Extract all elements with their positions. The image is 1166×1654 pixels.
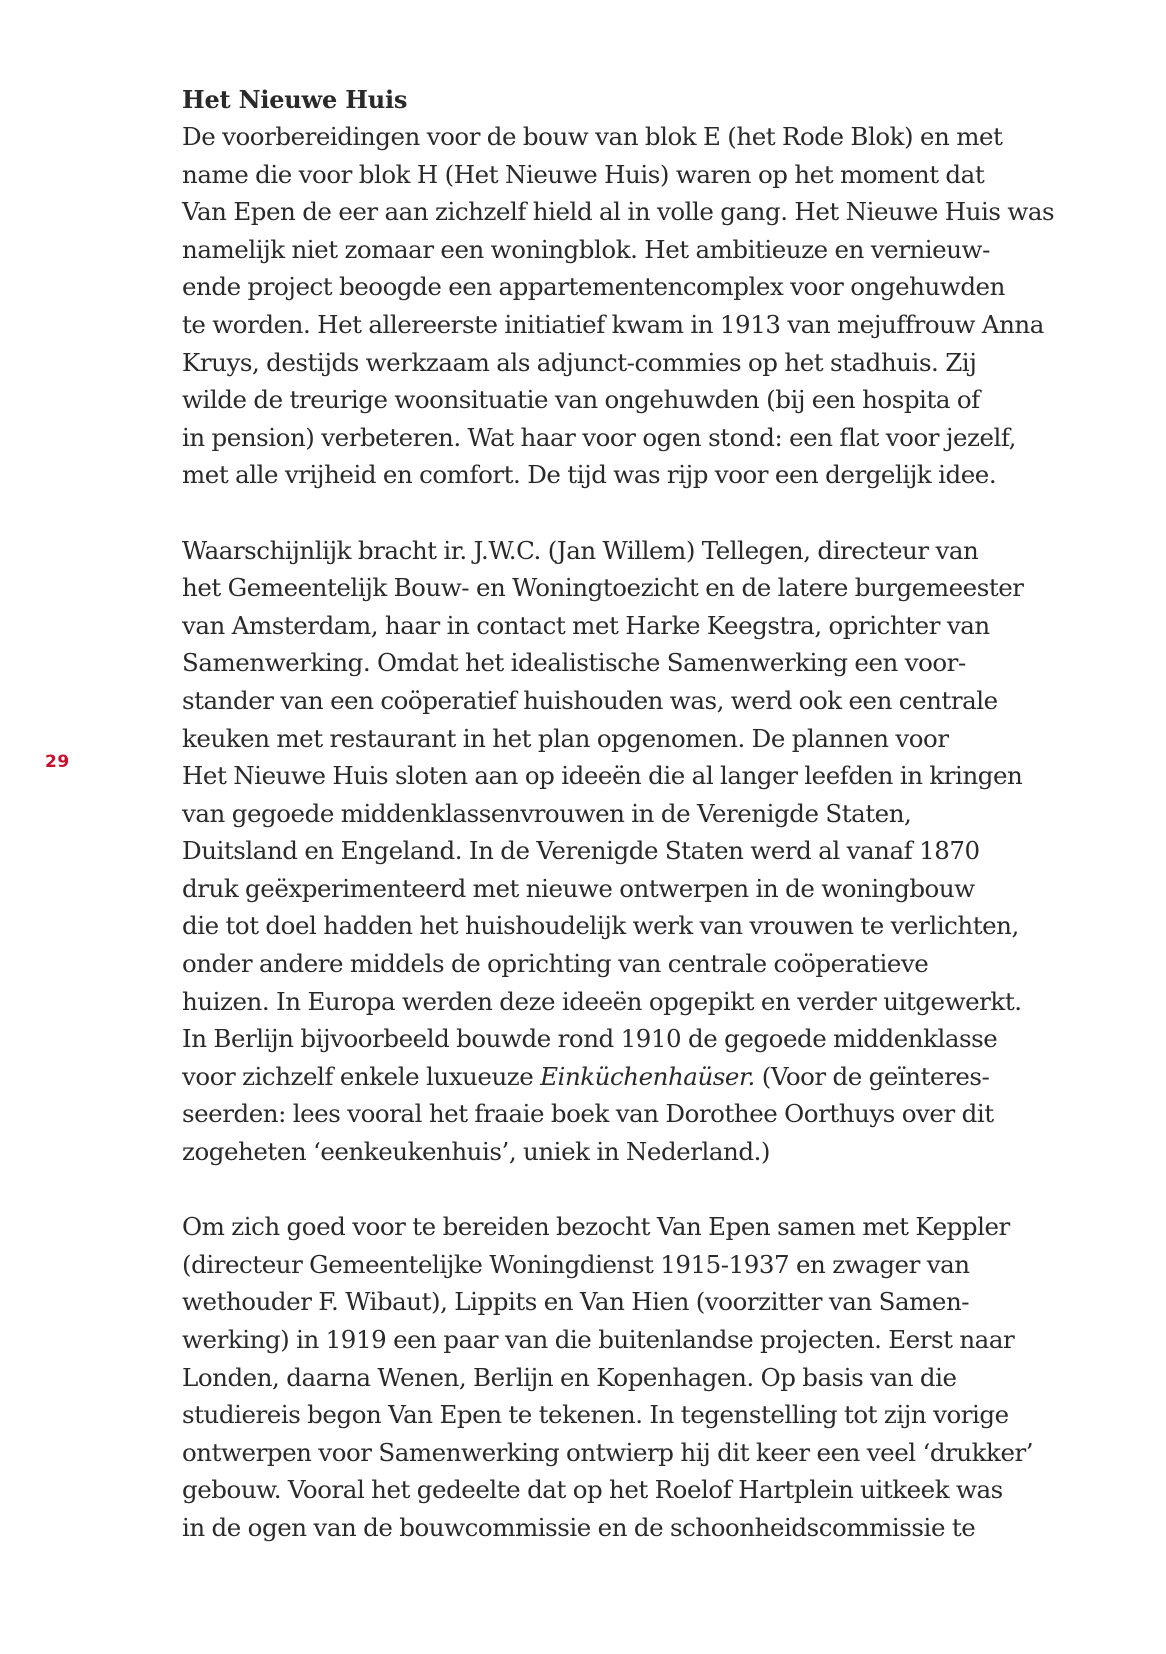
text-line: in pension) verbeteren. Wat haar voor ogen stond: een flat voor jezelf,	[182, 422, 1017, 452]
text-line: Londen, daarna Wenen, Berlijn en Kopenhagen. Op basis van die	[182, 1362, 957, 1392]
text-line: wethouder F. Wibaut), Lippits en Van Hien (voorzitter van Samen-	[182, 1287, 970, 1317]
page-number: 29	[45, 752, 70, 772]
text-line: Van Epen de eer aan zichzelf hield al in volle gang. Het Nieuwe Huis was	[182, 197, 1055, 227]
text-line: zogeheten ‘eenkeukenhuis’, uniek in Nederland.)	[182, 1137, 771, 1167]
text-line: het Gemeentelijk Bouw- en Woningtoezicht en de latere burgemeester	[182, 573, 1024, 603]
text-line: die tot doel hadden het huishoudelijk werk van vrouwen te verlichten,	[182, 911, 1019, 941]
text-line: De voorbereidingen voor de bouw van blok E (het Rode Blok) en met	[182, 122, 1003, 151]
text-line: Kruys, destijds werkzaam als adjunct-commies op het stadhuis. Zij	[182, 347, 977, 377]
text-line: seerden: lees vooral het fraaie boek van Dorothee Oorthuys over dit	[182, 1099, 994, 1129]
article-body	[182, 84, 1062, 1547]
text-line: Waarschijnlijk bracht ir. J.W.C. (Jan Willem) Tellegen, directeur van	[182, 535, 979, 565]
text-segment: (Voor de geïnteres-	[754, 1061, 990, 1091]
text-line: ontwerpen voor Samenwerking ontwierp hij dit keer een veel ‘drukker’	[182, 1437, 1034, 1467]
text-line: te worden. Het allereerste initiatief kwam in 1913 van mejuffrouw Anna	[182, 309, 1044, 339]
text-line: onder andere middels de oprichting van centrale coöperatieve	[182, 949, 929, 979]
paragraph-1	[182, 118, 1062, 494]
text-line: Duitsland en Engeland. In de Verenigde Staten werd al vanaf 1870	[182, 836, 980, 866]
text-line: In Berlijn bijvoorbeeld bouwde rond 1910 de gegoede middenklasse	[182, 1024, 998, 1054]
text-line: met alle vrijheid en comfort. De tijd was rijp voor een dergelijk idee.	[182, 460, 997, 490]
text-line: van gegoede middenklassenvrouwen in de Verenigde Staten,	[182, 798, 912, 828]
text-line: huizen. In Europa werden deze ideeën opgepikt en verder uitgewerkt.	[182, 986, 1022, 1016]
text-line: Om zich goed voor te bereiden bezocht Van Epen samen met Keppler	[182, 1212, 1010, 1242]
text-line: keuken met restaurant in het plan opgenomen. De plannen voor	[182, 723, 949, 753]
paragraph-2	[182, 532, 1062, 1171]
section-heading: Het Nieuwe Huis	[182, 85, 408, 114]
text-line: Het Nieuwe Huis sloten aan op ideeën die al langer leefden in kringen	[182, 761, 1023, 791]
text-line-with-italic	[182, 1058, 1062, 1096]
text-line: gebouw. Vooral het gedeelte dat op het Roelof Hartplein uitkeek was	[182, 1475, 1003, 1505]
text-line: studiereis begon Van Epen te tekenen. In tegenstelling tot zijn vorige	[182, 1400, 1009, 1430]
paragraph-3	[182, 1208, 1062, 1546]
text-line: namelijk niet zomaar een woningblok. Het ambitieuze en vernieuw-	[182, 234, 990, 264]
text-line: Samenwerking. Omdat het idealistische Samenwerking een voor-	[182, 648, 966, 678]
text-line: in de ogen van de bouwcommissie en de schoonheidscommissie te	[182, 1512, 976, 1542]
text-line: wilde de treurige woonsituatie van ongehuwden (bij een hospita of	[182, 385, 980, 415]
text-line: name die voor blok H (Het Nieuwe Huis) waren op het moment dat	[182, 159, 985, 189]
text-segment: voor zichzelf enkele luxueuze	[182, 1061, 541, 1091]
text-line: (directeur Gemeentelijke Woningdienst 1915-1937 en zwager van	[182, 1249, 970, 1279]
text-line: ende project beoogde een appartementencomplex voor ongehuwden	[182, 272, 1005, 302]
text-line: werking) in 1919 een paar van die buitenlandse projecten. Eerst naar	[182, 1325, 1015, 1354]
text-line: van Amsterdam, haar in contact met Harke Keegstra, oprichter van	[182, 610, 990, 640]
text-line: stander van een coöperatief huishouden was, werd ook een centrale	[182, 685, 998, 715]
italic-term: Einküchenhaüser.	[540, 1061, 755, 1091]
text-line: druk geëxperimenteerd met nieuwe ontwerpen in de woningbouw	[182, 873, 975, 903]
